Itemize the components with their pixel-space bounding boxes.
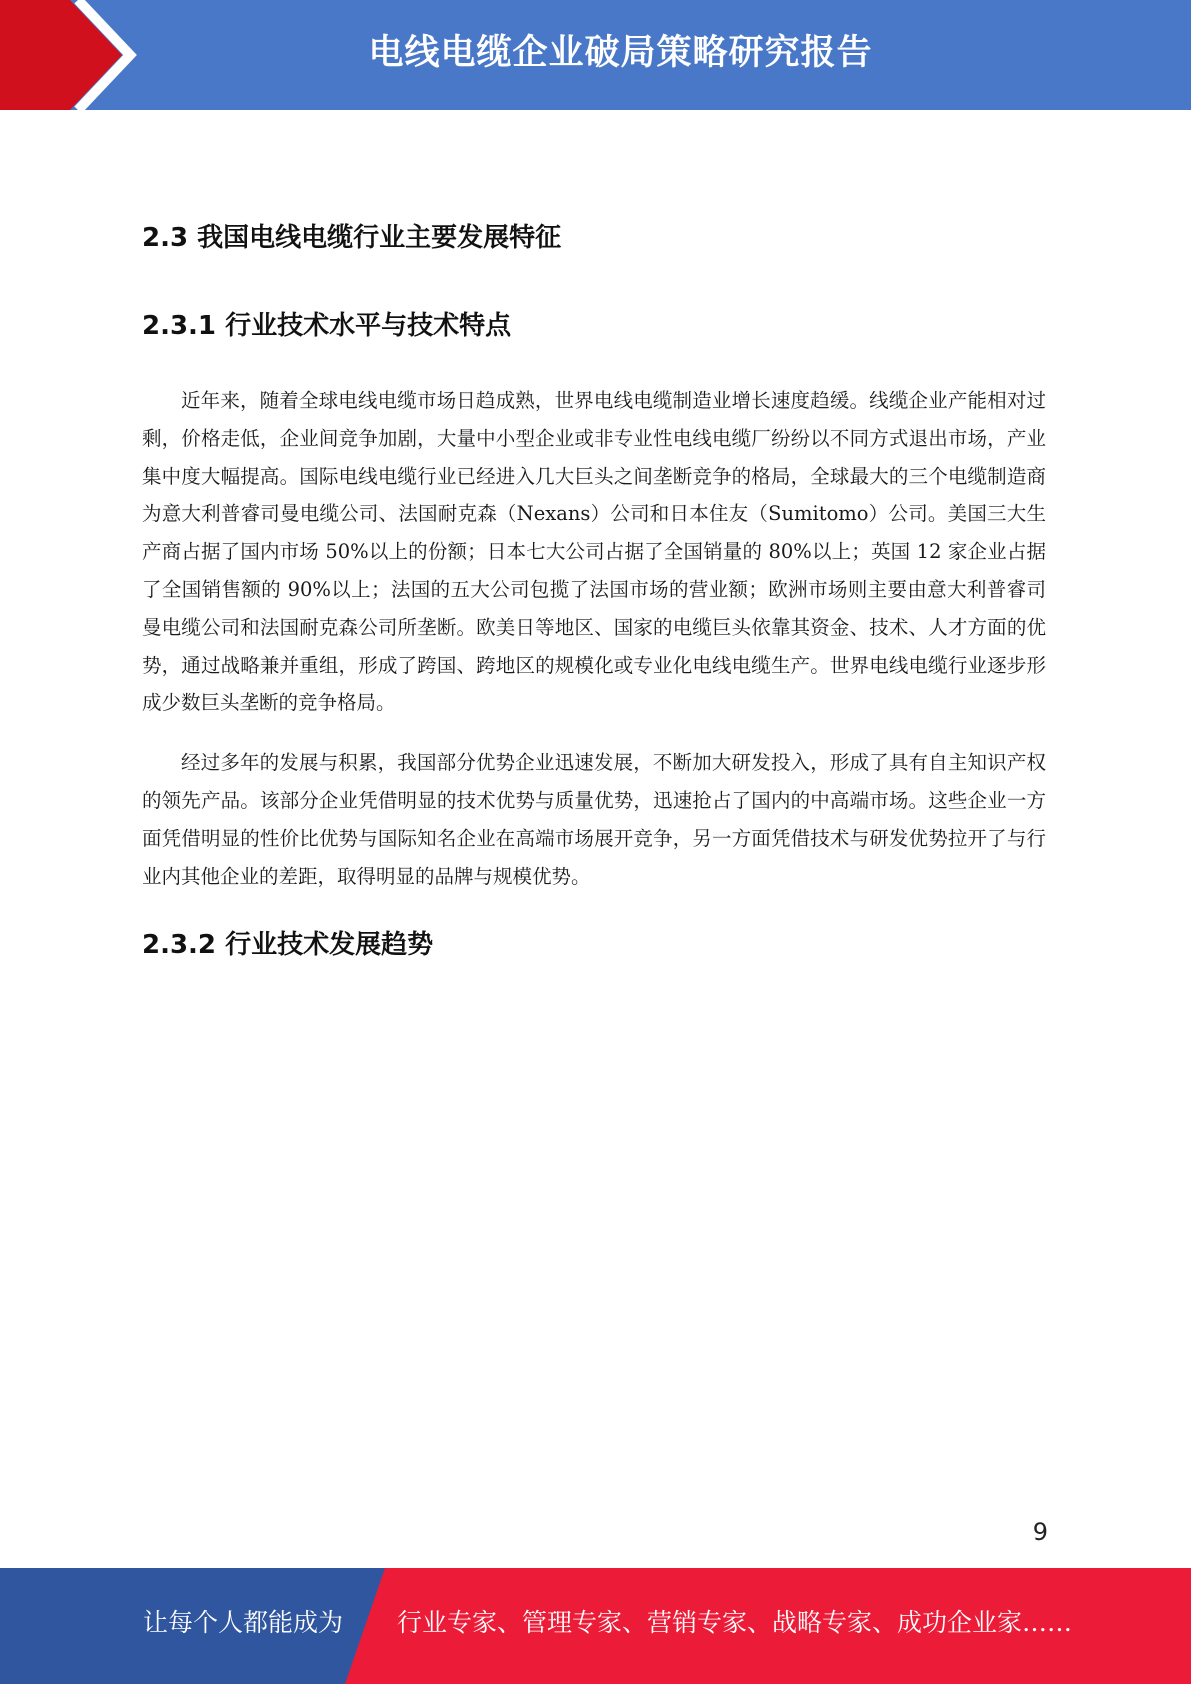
paragraph-2-3-1-b: 经过多年的发展与积累，我国部分优势企业迅速发展，不断加大研发投入，形成了具有自主知识产权的领先产品。该部分企业凭借明显的技术优势与质量优势，迅速抢占了国内的中高端市场。这些企业一方面凭借明显的性价比优势与国际知名企业在高端市场展开竞争，另一方面凭借技术与研发优势拉开了与行业内其他企业的差距，取得明显的品牌与规模优势。 <box>142 751 1046 888</box>
header-arrow-decoration <box>0 0 260 110</box>
page-footer <box>0 1568 1191 1684</box>
page-header <box>0 0 1191 110</box>
section-heading-2-3: 2.3 我国电线电缆行业主要发展特征 <box>142 223 562 253</box>
section-heading-2-3-1: 2.3.1 行业技术水平与技术特点 <box>142 311 512 341</box>
paragraph-2-3-1-a: 近年来，随着全球电线电缆市场日趋成熟，世界电线电缆制造业增长速度趋缓。线缆企业产能相对过剩，价格走低，企业间竞争加剧，大量中小型企业或非专业性电线电缆厂纷纷以不同方式退出市场，产业集中度大幅提高。国际电线电缆行业已经进入几大巨头之间垄断竞争的格局，全球最大的三个电缆制造商为意大利普睿司曼电缆公司、法国耐克森（Nexans）公司和日本住友（Sumitomo）公司。美国三大生产商占据了国内市场 50%以上的份额；日本七大公司占据了全国销量的 80%以上；英国 12 家企业占据了全国销售额的 90%以上；法国的五大公司包揽了法国市场的营业额；欧洲市场则主要由意大利普睿司曼电缆公司和法国耐克森公司所垄断。欧美日等地区、国家的电缆巨头依靠其资金、技术、人才方面的优势，通过战略兼并重组，形成了跨国、跨地区的规模化或专业化电线电缆生产。世界电线电缆行业逐步形成少数巨头垄断的竞争格局。 <box>142 389 1046 715</box>
footer-slogan-right: 行业专家、管理专家、营销专家、战略专家、成功企业家…… <box>397 1608 1073 1637</box>
document-body <box>142 200 1046 1003</box>
page-number: 9 <box>1032 1518 1048 1546</box>
report-title: 电线电缆企业破局策略研究报告 <box>368 33 873 73</box>
footer-slogan-left: 让每个人都能成为 <box>143 1608 344 1637</box>
section-heading-2-3-2: 2.3.2 行业技术发展趋势 <box>142 930 434 961</box>
